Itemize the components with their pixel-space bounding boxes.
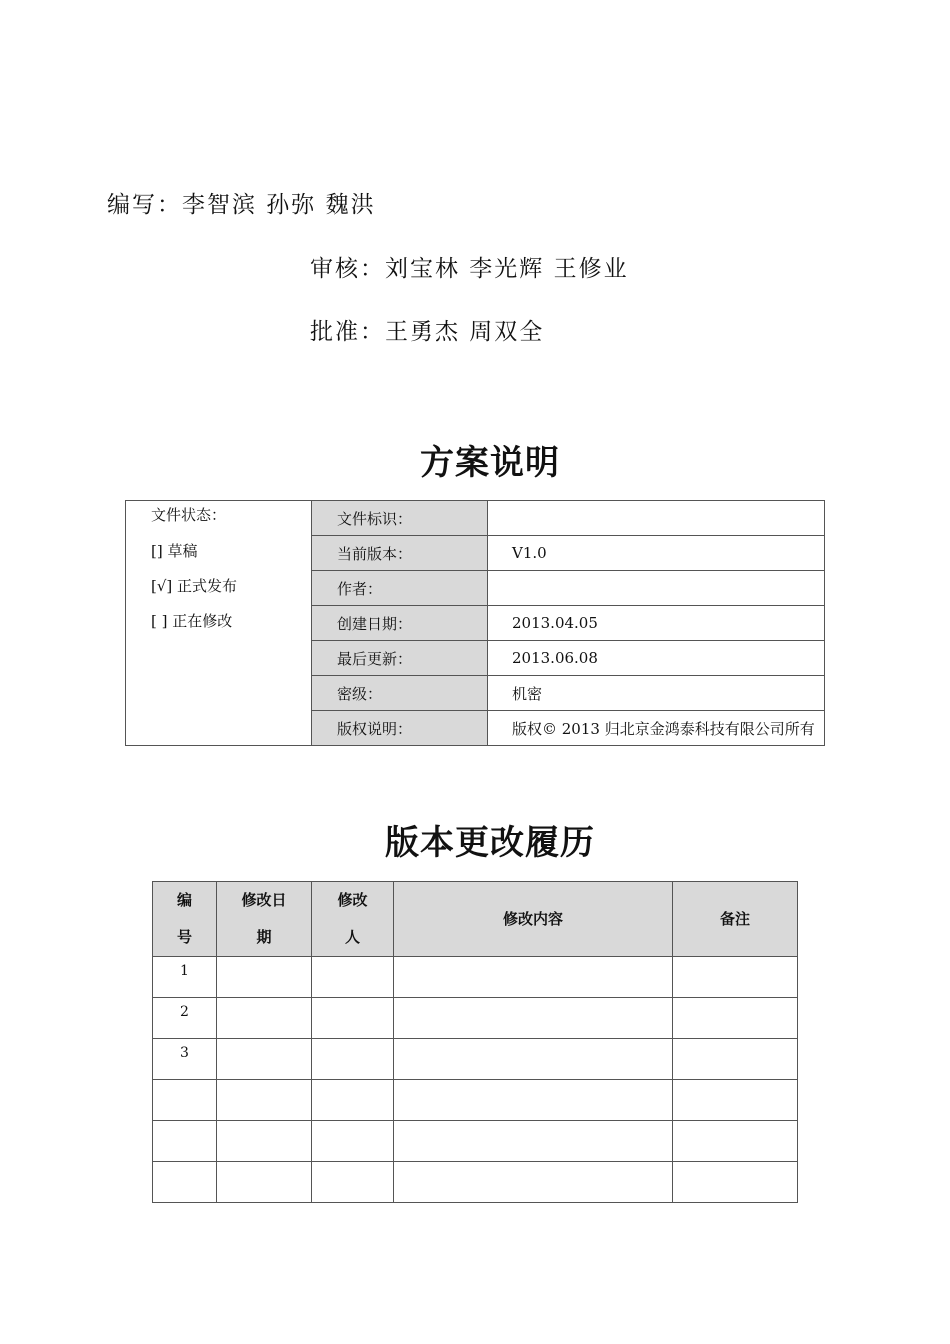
history-cell-number xyxy=(153,1162,217,1203)
header-line: 人 xyxy=(344,928,360,946)
history-cell-number: 1 xyxy=(153,957,217,998)
history-cell xyxy=(312,998,394,1039)
table-row xyxy=(153,1080,798,1121)
history-section-title: 版本更改履历 xyxy=(385,823,595,863)
header-line: 编 xyxy=(176,891,192,909)
table-row xyxy=(153,998,798,1039)
history-cell xyxy=(394,1039,673,1080)
history-cell-number: 3 xyxy=(153,1039,217,1080)
history-cell xyxy=(217,998,312,1039)
history-cell xyxy=(394,998,673,1039)
history-cell xyxy=(673,1039,798,1080)
history-header-row xyxy=(153,882,798,957)
info-row xyxy=(126,501,825,536)
reviewers-label: 审核： xyxy=(310,256,385,282)
info-key-copyright: 版权说明： xyxy=(312,711,488,746)
plan-section-title: 方案说明 xyxy=(420,443,560,483)
table-row xyxy=(153,1121,798,1162)
status-option-draft: [] 草稿 xyxy=(151,542,198,560)
header-line: 修改内容 xyxy=(502,909,563,928)
header-number xyxy=(153,882,217,957)
table-row xyxy=(153,957,798,998)
header-editor xyxy=(312,882,394,957)
info-value-version: V1.0 xyxy=(488,536,825,571)
history-cell xyxy=(217,1121,312,1162)
history-cell xyxy=(394,1080,673,1121)
info-value-file-id xyxy=(488,501,825,536)
history-cell xyxy=(394,1162,673,1203)
info-key-created: 创建日期： xyxy=(312,606,488,641)
file-status-heading: 文件状态： xyxy=(151,506,227,524)
info-value-copyright: 版权© 2013 归北京金鸿泰科技有限公司所有 xyxy=(488,711,825,746)
info-key-version: 当前版本： xyxy=(312,536,488,571)
header-content xyxy=(394,882,673,957)
history-cell xyxy=(312,957,394,998)
approvers-label: 批准： xyxy=(310,319,385,345)
header-line: 备注 xyxy=(719,909,750,928)
status-option-released: [√] 正式发布 xyxy=(151,577,238,595)
history-cell xyxy=(394,1121,673,1162)
history-cell xyxy=(217,1162,312,1203)
history-cell xyxy=(394,957,673,998)
header-line: 期 xyxy=(256,928,272,946)
history-cell xyxy=(217,1080,312,1121)
table-row xyxy=(153,1162,798,1203)
authors-names: 李智滨 孙弥 魏洪 xyxy=(182,192,376,218)
history-cell-number xyxy=(153,1121,217,1162)
history-cell xyxy=(312,1162,394,1203)
info-key-file-id: 文件标识： xyxy=(312,501,488,536)
info-key-classification: 密级： xyxy=(312,676,488,711)
file-status-cell xyxy=(126,501,312,746)
info-value-updated: 2013.06.08 xyxy=(488,641,825,676)
info-value-author xyxy=(488,571,825,606)
header-remarks xyxy=(673,882,798,957)
history-cell xyxy=(217,957,312,998)
approvers-line xyxy=(310,313,544,346)
reviewers-names: 刘宝林 李光辉 王修业 xyxy=(385,256,629,282)
history-cell xyxy=(673,998,798,1039)
header-line: 修改 xyxy=(337,891,368,909)
history-cell xyxy=(217,1039,312,1080)
revision-history-table xyxy=(152,881,798,1203)
history-cell-number: 2 xyxy=(153,998,217,1039)
history-cell xyxy=(673,1162,798,1203)
history-cell xyxy=(673,1080,798,1121)
history-cell xyxy=(312,1039,394,1080)
authors-label: 编写： xyxy=(107,192,182,218)
history-cell xyxy=(673,1121,798,1162)
header-line: 号 xyxy=(176,928,192,946)
history-cell xyxy=(312,1121,394,1162)
header-line: 修改日 xyxy=(241,891,287,909)
info-key-author: 作者： xyxy=(312,571,488,606)
history-cell xyxy=(312,1080,394,1121)
authors-line xyxy=(107,186,376,219)
history-cell-number xyxy=(153,1080,217,1121)
table-row xyxy=(153,1039,798,1080)
approvers-names: 王勇杰 周双全 xyxy=(385,319,545,345)
info-value-created: 2013.04.05 xyxy=(488,606,825,641)
info-key-updated: 最后更新： xyxy=(312,641,488,676)
header-date xyxy=(217,882,312,957)
reviewers-line xyxy=(310,250,629,283)
history-cell xyxy=(673,957,798,998)
info-value-classification: 机密 xyxy=(488,676,825,711)
document-info-table xyxy=(125,500,825,746)
status-option-revising: [ ] 正在修改 xyxy=(151,612,233,630)
